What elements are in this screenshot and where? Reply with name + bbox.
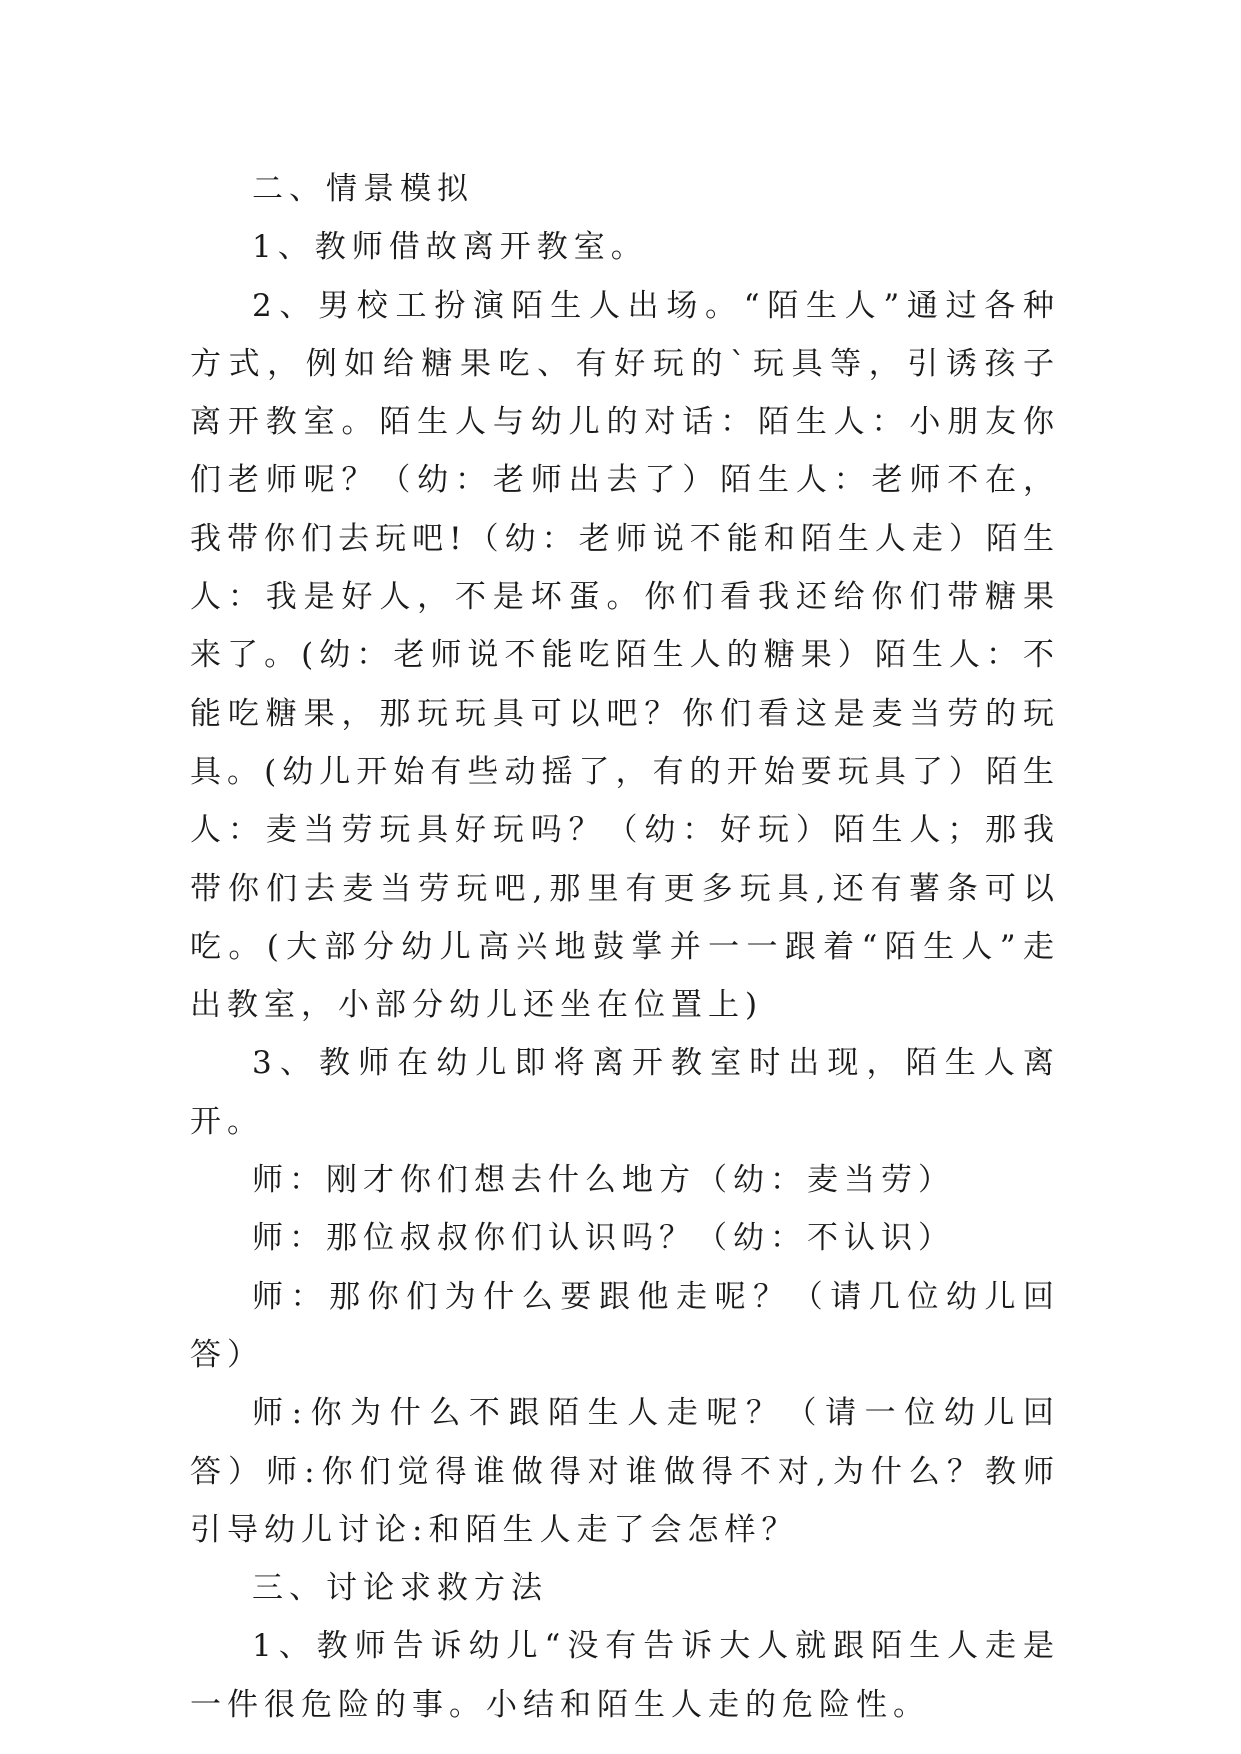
paragraph-teacher-question-4: 师:你为什么不跟陌生人走呢？（请一位幼儿回答）师:你们觉得谁做得对谁做得不对,为什么？教师引导幼儿讨论:和陌生人走了会怎样？ [190, 1395, 1060, 1548]
paragraph-teacher-question-3: 师：那你们为什么要跟他走呢？（请几位幼儿回答） [190, 1278, 1060, 1373]
section-heading-discussion: 三、讨论求救方法 [252, 1570, 548, 1607]
paragraph-discussion-step-1: 1、教师告诉幼儿“没有告诉大人就跟陌生人走是一件很危险的事。小结和陌生人走的危险性。 [190, 1628, 1060, 1723]
paragraph-teacher-question-1: 师：刚才你们想去什么地方（幼：麦当劳） [252, 1162, 955, 1199]
document-body [190, 160, 1060, 1734]
paragraph-step-3: 3、教师在幼儿即将离开教室时出现，陌生人离开。 [190, 1045, 1060, 1140]
paragraph-teacher-question-2: 师：那位叔叔你们认识吗？（幼：不认识） [252, 1220, 955, 1257]
paragraph-step-2-dialogue: 2、男校工扮演陌生人出场。“陌生人”通过各种方式，例如给糖果吃、有好玩的`玩具等，引诱孩子离开教室。陌生人与幼儿的对话：陌生人：小朋友你们老师呢？（幼：老师出去了）陌生人：老师不在，我带你们去玩吧!（幼：老师说不能和陌生人走）陌生人：我是好人，不是坏蛋。你们看我还给你们带糖果来了。(幼：老师说不能吃陌生人的糖果）陌生人：不能吃糖果，那玩玩具可以吧？你们看这是麦当劳的玩具。(幼儿开始有些动摇了，有的开始要玩具了）陌生人：麦当劳玩具好玩吗？（幼：好玩）陌生人；那我带你们去麦当劳玩吧,那里有更多玩具,还有薯条可以吃。(大部分幼儿高兴地鼓掌并一一跟着“陌生人”走出教室，小部分幼儿还坐在位置上) [190, 287, 1060, 1024]
paragraph-step-1: 1、教师借故离开教室。 [252, 229, 648, 266]
section-heading-scenario: 二、情景模拟 [252, 171, 474, 207]
